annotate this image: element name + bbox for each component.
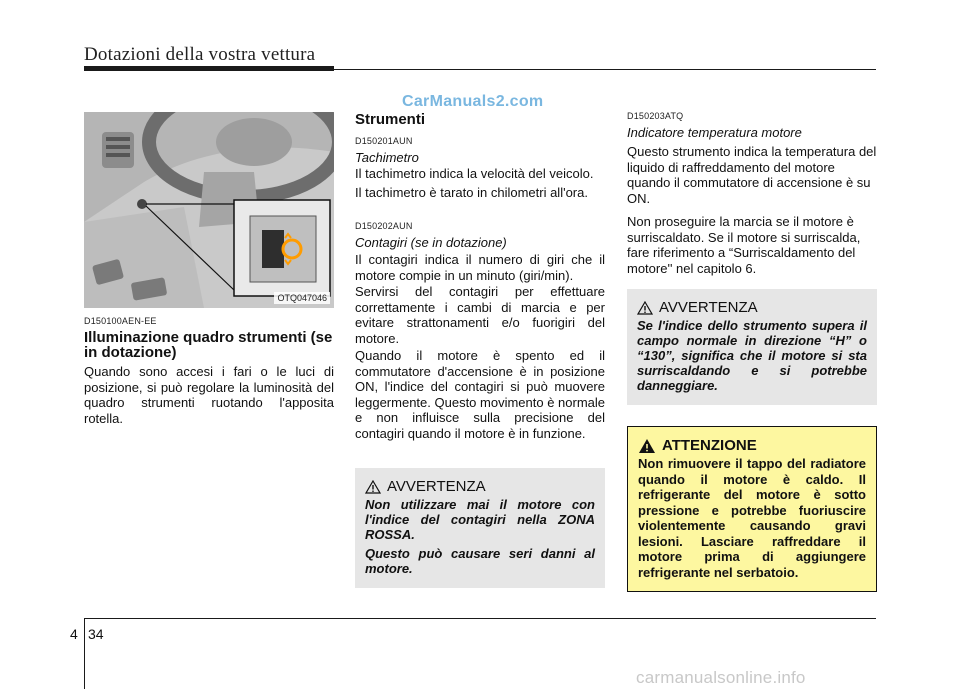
caution-title-row bbox=[638, 437, 866, 454]
tach-code: D150201AUN bbox=[355, 136, 413, 146]
rev-paragraph-1: Il contagiri indica il numero di giri che il motore compie in un minuto (giri/min). bbox=[355, 252, 605, 283]
header-rule-thin bbox=[334, 69, 876, 70]
chapter-number: 4 bbox=[70, 626, 78, 642]
footer-rule bbox=[84, 618, 876, 619]
tach-paragraph-1: Il tachimetro indica la velocità del veicolo. bbox=[355, 166, 594, 181]
caution-paragraph: Non rimuovere il tappo del radiatore quando il motore è caldo. Il refrigerante del motore è sotto pressione e potrebbe fuoriuscire violentemente causando gravi lesioni. Lasciare raffreddare il motore prima di aggiungere refrigerante nel serbatoio. bbox=[638, 456, 866, 580]
rev-paragraph-3: Quando il motore è spento ed il commutatore d'accensione è in posizione ON, l'indice del contagiri si può muovere leggermente. Questo movimento è normale e non influisce sulla precisione del contagiri quando il motore è in funzione. bbox=[355, 348, 606, 441]
dashboard-illustration bbox=[84, 112, 334, 308]
warning-title-row bbox=[365, 478, 595, 495]
rev-warning-box bbox=[355, 468, 605, 588]
rev-paragraph-2: Servirsi del contagiri per effettuare correttamente i cambi di marcia e per evitare strattonamenti e/o fuorigiri del motore. bbox=[355, 284, 605, 346]
temp-warning-box bbox=[627, 289, 877, 405]
footer-divider bbox=[84, 618, 85, 689]
caution-box bbox=[627, 426, 877, 592]
site-watermark[interactable]: carmanualsonline.info bbox=[636, 668, 806, 687]
warning-triangle-icon bbox=[365, 480, 381, 494]
tach-title: Tachimetro bbox=[355, 150, 419, 165]
dashboard-figure bbox=[84, 112, 334, 308]
temp-code: D150203ATQ bbox=[627, 111, 684, 121]
page-number: 34 bbox=[88, 626, 104, 642]
caution-triangle-icon bbox=[638, 438, 656, 454]
strumenti-title: Strumenti bbox=[355, 111, 426, 128]
temp-paragraph-2: Non proseguire la marcia se il motore è surriscaldato. Se il motore si surriscalda, fare riferimento a “Surriscaldamento del motore'' nel capitolo 6. bbox=[627, 214, 861, 276]
warning-paragraph-1: Non utilizzare mai il motore con l'indice del contagiri nella ZONA ROSSA. bbox=[365, 497, 595, 542]
warning-title: AVVERTENZA bbox=[387, 478, 486, 495]
warning-title: AVVERTENZA bbox=[659, 299, 758, 316]
warning-triangle-icon bbox=[637, 301, 653, 315]
caution-title: ATTENZIONE bbox=[662, 437, 757, 454]
rev-code: D150202AUN bbox=[355, 221, 413, 231]
watermark-link[interactable]: CarManuals2.com bbox=[402, 93, 544, 110]
header-rule-thick bbox=[84, 66, 334, 71]
warning-paragraph-2: Questo può causare seri danni al motore. bbox=[365, 546, 595, 576]
temp-paragraph-1: Questo strumento indica la temperatura del liquido di raffreddamento del motore quando il commutatore di accensione è su ON. bbox=[627, 144, 877, 206]
page-header-title: Dotazioni della vostra vettura bbox=[84, 44, 316, 65]
temp-title: Indicatore temperatura motore bbox=[627, 125, 802, 140]
figure-caption: OTQ047046 bbox=[274, 292, 330, 304]
section-body: Quando sono accesi i fari o le luci di posizione, si può regolare la luminosità del quadro strumenti ruotando l'apposita rotella. bbox=[84, 364, 334, 426]
section-code: D150100AEN-EE bbox=[84, 316, 157, 326]
section-heading: Illuminazione quadro strumenti (se in dotazione) bbox=[84, 329, 333, 361]
rev-title: Contagiri (se in dotazione) bbox=[355, 235, 507, 250]
tach-paragraph-2: Il tachimetro è tarato in chilometri all'ora. bbox=[355, 185, 588, 200]
warning-paragraph: Se l'indice dello strumento supera il campo normale in direzione “H” o “130”, significa che il motore si sta surriscaldando e si potrebbe danneggiare. bbox=[637, 318, 867, 393]
warning-title-row bbox=[637, 299, 867, 316]
